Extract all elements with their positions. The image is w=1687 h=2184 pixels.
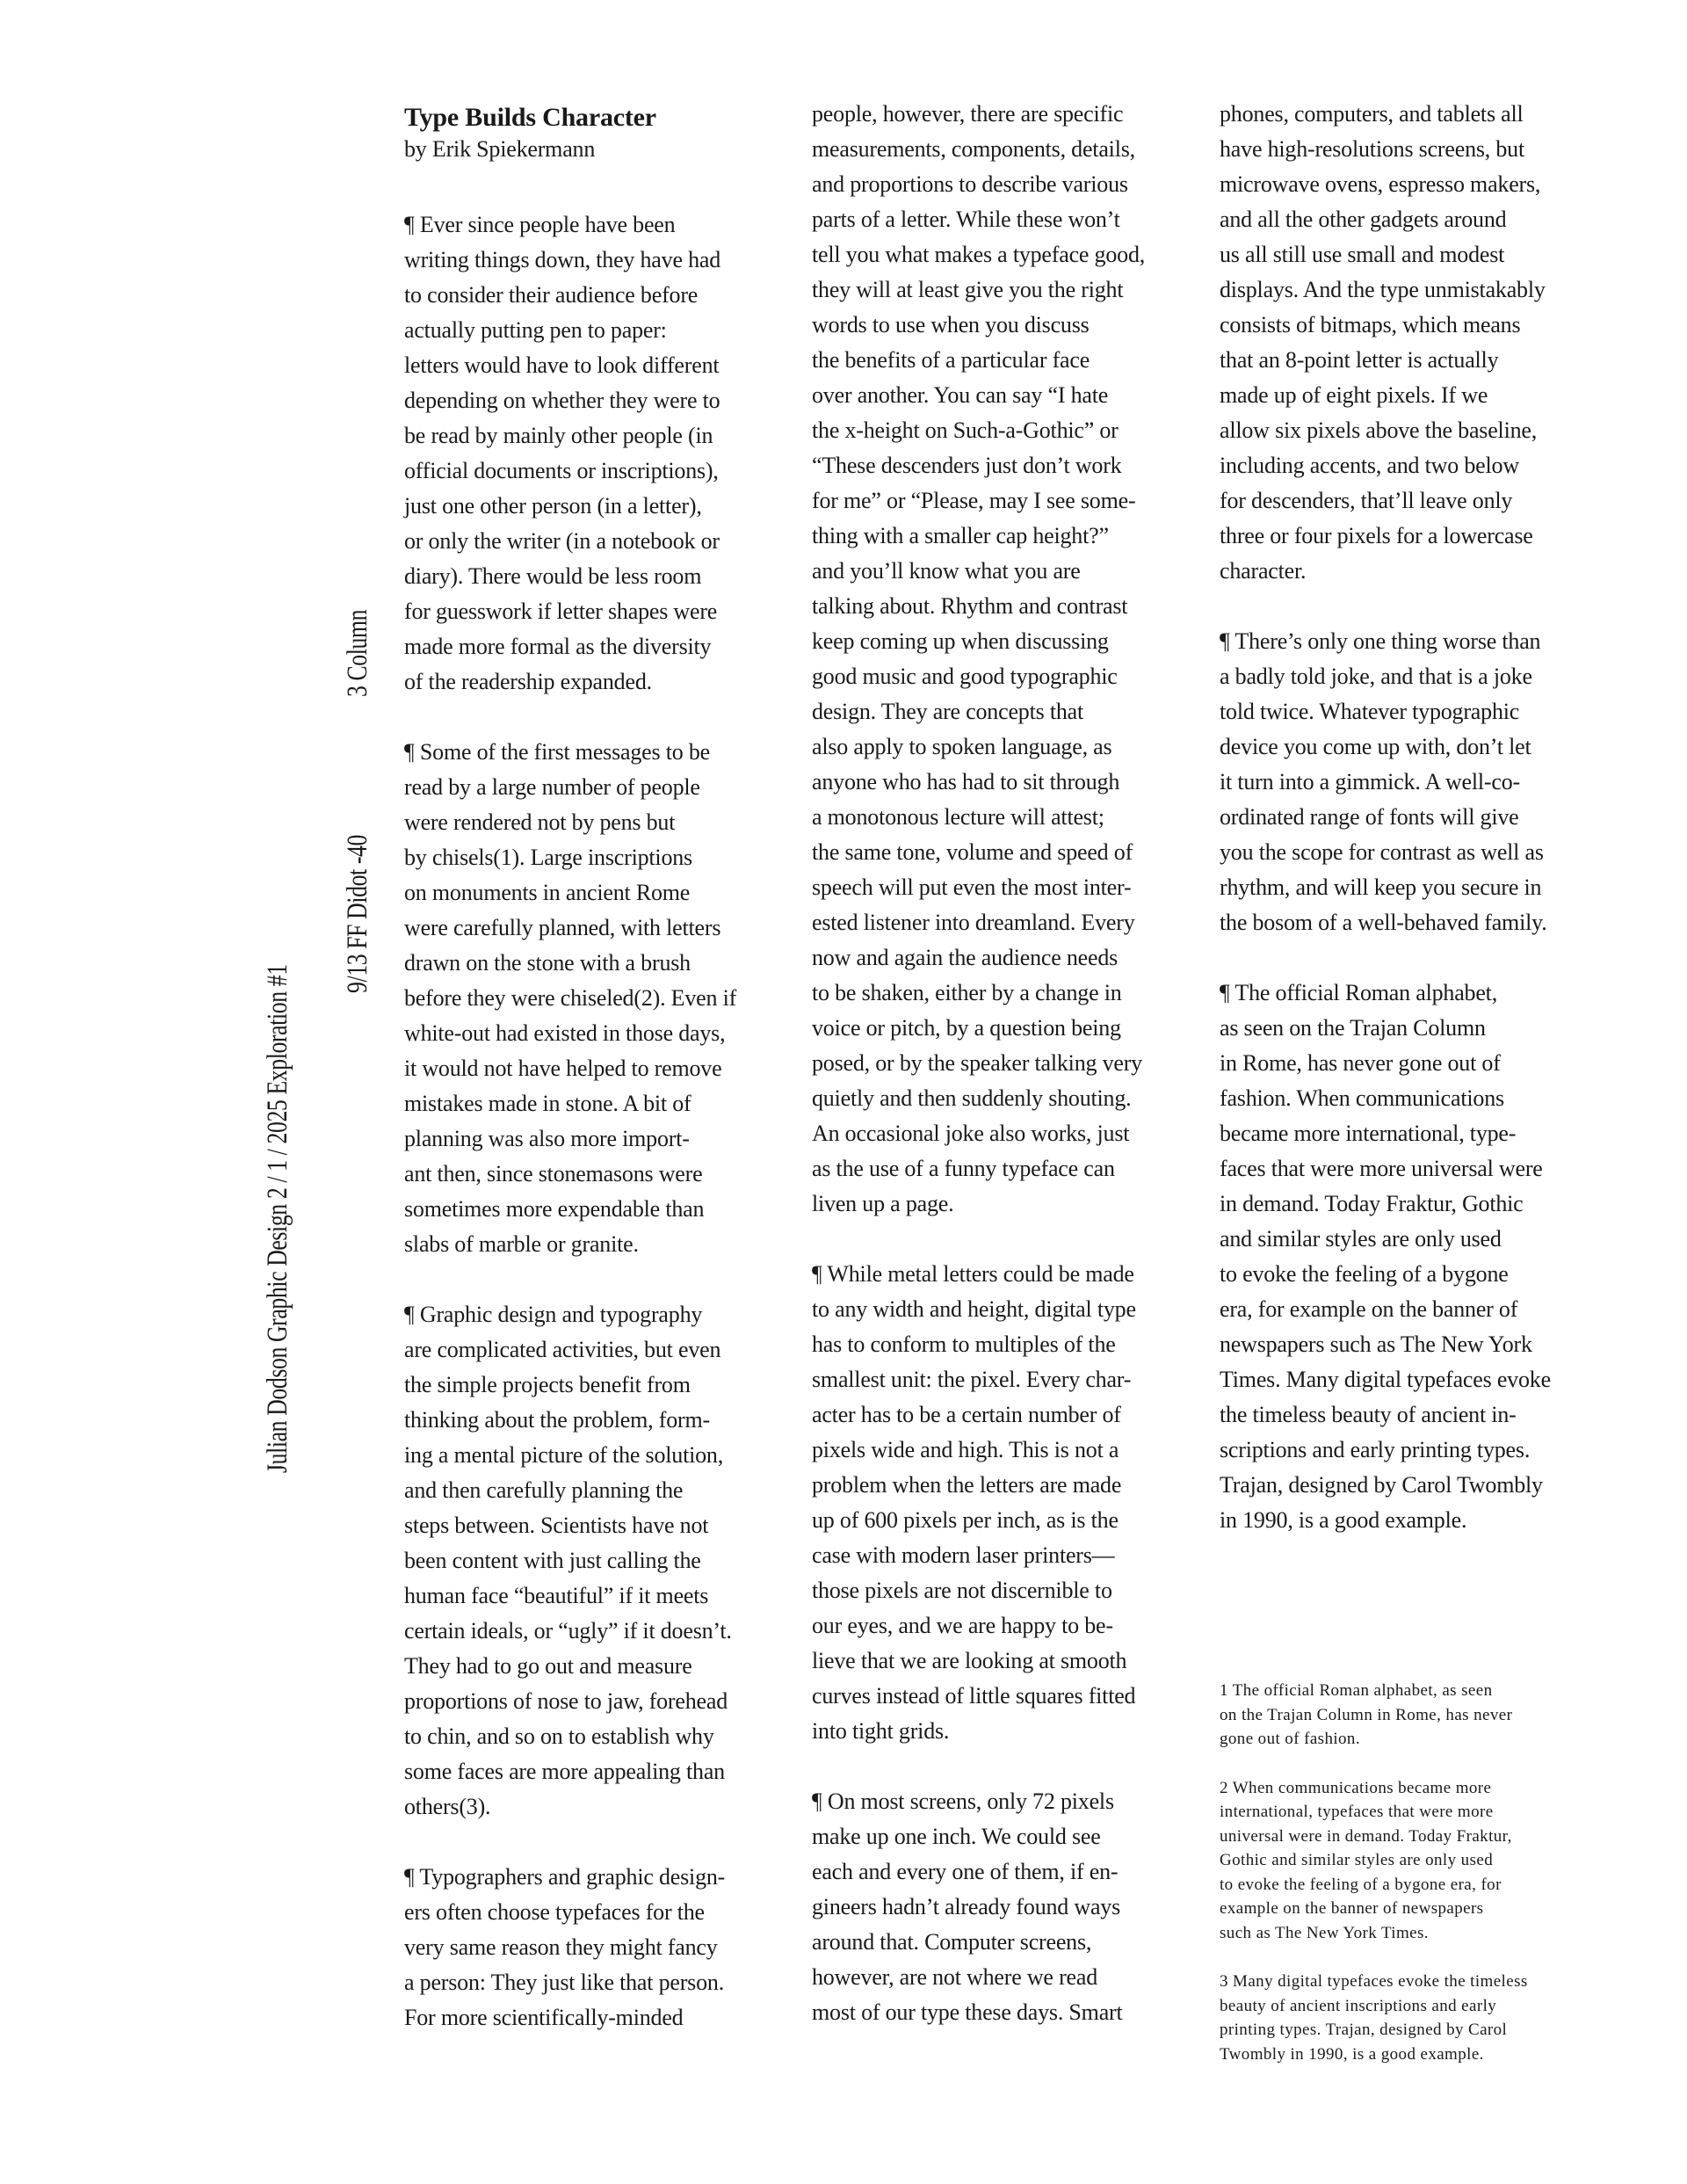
column-body bbox=[404, 207, 791, 2035]
paragraph-gap bbox=[812, 1749, 1198, 1784]
text-line: scriptions and early printing types. bbox=[1220, 1437, 1531, 1462]
text-line: by chisels(1). Large inscriptions bbox=[404, 845, 692, 870]
text-line: over another. You can say “I hate bbox=[812, 382, 1109, 408]
text-line: in 1990, is a good example. bbox=[1220, 1507, 1467, 1533]
footnote-line: printing types. Trajan, designed by Carol bbox=[1220, 2021, 1508, 2039]
text-line: liven up a page. bbox=[812, 1191, 954, 1216]
text-line: to be shaken, either by a change in bbox=[812, 980, 1122, 1005]
footnote-gap bbox=[1220, 1945, 1606, 1970]
footnote-line: 3 Many digital typefaces evoke the timeless bbox=[1220, 1972, 1528, 1991]
text-line: era, for example on the banner of bbox=[1220, 1296, 1518, 1322]
text-line: ¶ The official Roman alphabet, bbox=[1220, 980, 1498, 1005]
footnote-gap bbox=[1220, 1752, 1606, 1776]
text-line: before they were chiseled(2). Even if bbox=[404, 985, 737, 1011]
text-line: ¶ Some of the first messages to be bbox=[404, 739, 710, 765]
text-line: now and again the audience needs bbox=[812, 945, 1119, 970]
text-line: Trajan, designed by Carol Twombly bbox=[1220, 1472, 1543, 1498]
footnote-line: gone out of fashion. bbox=[1220, 1730, 1360, 1748]
text-line: tell you what makes a typeface good, bbox=[812, 242, 1146, 267]
text-line: gineers hadn’t already found ways bbox=[812, 1894, 1121, 1919]
text-line: others(3). bbox=[404, 1794, 491, 1819]
text-line: diary). There would be less room bbox=[404, 563, 702, 589]
text-line: into tight grids. bbox=[812, 1718, 950, 1744]
typeface-spec-label: 9/13 FF Didot -40 bbox=[342, 834, 373, 993]
text-line: ¶ Typographers and graphic design- bbox=[404, 1864, 726, 1890]
footnote-3 bbox=[1220, 1970, 1606, 2066]
text-line: just one other person (in a letter), bbox=[404, 493, 702, 519]
text-line: writing things down, they have had bbox=[404, 247, 721, 272]
text-line: They had to go out and measure bbox=[404, 1653, 692, 1679]
text-line: certain ideals, or “ugly” if it doesn’t. bbox=[404, 1618, 732, 1643]
text-line: it turn into a gimmick. A well-co- bbox=[1220, 769, 1520, 795]
paragraph-gap bbox=[404, 1825, 791, 1860]
text-line: pixels wide and high. This is not a bbox=[812, 1437, 1119, 1462]
text-line: actually putting pen to paper: bbox=[404, 317, 667, 343]
text-line: design. They are concepts that bbox=[812, 699, 1084, 724]
text-line: ¶ Graphic design and typography bbox=[404, 1302, 703, 1327]
text-line: for descenders, that’ll leave only bbox=[1220, 488, 1513, 513]
text-line: newspapers such as The New York bbox=[1220, 1331, 1532, 1357]
text-line: to evoke the feeling of a bygone bbox=[1220, 1261, 1509, 1287]
column-body bbox=[812, 97, 1198, 2030]
text-line: each and every one of them, if en- bbox=[812, 1859, 1119, 1884]
text-line: ant then, since stonemasons were bbox=[404, 1161, 703, 1186]
text-line: thing with a smaller cap height?” bbox=[812, 523, 1109, 548]
text-line: make up one inch. We could see bbox=[812, 1824, 1101, 1849]
text-line: three or four pixels for a lowercase bbox=[1220, 523, 1533, 548]
text-line: phones, computers, and tablets all bbox=[1220, 101, 1524, 127]
article-title: Type Builds Character bbox=[404, 103, 656, 132]
text-line: faces that were more universal were bbox=[1220, 1156, 1543, 1181]
text-line: or only the writer (in a notebook or bbox=[404, 528, 720, 554]
text-line: ¶ While metal letters could be made bbox=[812, 1261, 1134, 1287]
paragraph-gap bbox=[404, 1262, 791, 1297]
text-line: Times. Many digital typefaces evoke bbox=[1220, 1367, 1551, 1392]
text-line: microwave ovens, espresso makers, bbox=[1220, 171, 1541, 197]
text-line: up of 600 pixels per inch, as is the bbox=[812, 1507, 1119, 1533]
text-line: in Rome, has never gone out of bbox=[1220, 1050, 1501, 1076]
text-line: slabs of marble or granite. bbox=[404, 1231, 639, 1257]
footnote-line: universal were in demand. Today Fraktur, bbox=[1220, 1826, 1512, 1846]
text-line: mistakes made in stone. A bit of bbox=[404, 1091, 691, 1116]
text-line: has to conform to multiples of the bbox=[812, 1331, 1116, 1357]
text-line: good music and good typographic bbox=[812, 664, 1118, 689]
text-line: letters would have to look different bbox=[404, 352, 720, 378]
footnote-line: on the Trajan Column in Rome, has never bbox=[1220, 1705, 1513, 1724]
text-line: ¶ On most screens, only 72 pixels bbox=[812, 1789, 1114, 1814]
text-line: you the scope for contrast as well as bbox=[1220, 839, 1544, 865]
text-line: “These descenders just don’t work bbox=[812, 453, 1122, 478]
text-line: as the use of a funny typeface can bbox=[812, 1156, 1115, 1181]
text-line: and then carefully planning the bbox=[404, 1477, 684, 1503]
text-line: planning was also more import- bbox=[404, 1126, 690, 1151]
text-line: also apply to spoken language, as bbox=[812, 734, 1112, 759]
footnote-line: Twombly in 1990, is a good example. bbox=[1220, 2044, 1484, 2064]
text-line: to chin, and so on to establish why bbox=[404, 1723, 714, 1749]
text-line: keep coming up when discussing bbox=[812, 628, 1109, 654]
text-line: official documents or inscriptions), bbox=[404, 458, 719, 483]
text-line: and you’ll know what you are bbox=[812, 558, 1081, 584]
text-line: were carefully planned, with letters bbox=[404, 915, 721, 940]
text-line: character. bbox=[1220, 558, 1307, 584]
text-line: the same tone, volume and speed of bbox=[812, 839, 1133, 865]
text-line: were rendered not by pens but bbox=[404, 809, 676, 835]
footnotes bbox=[1220, 1679, 1606, 2066]
text-line: they will at least give you the right bbox=[812, 277, 1124, 302]
text-line: drawn on the stone with a brush bbox=[404, 950, 691, 976]
text-line: ordinated range of fonts will give bbox=[1220, 804, 1519, 830]
text-line: ¶ Ever since people have been bbox=[404, 212, 676, 237]
text-line: fashion. When communications bbox=[1220, 1085, 1504, 1111]
text-line: those pixels are not discernible to bbox=[812, 1578, 1112, 1603]
paragraph-gap bbox=[812, 1222, 1198, 1257]
text-line: words to use when you discuss bbox=[812, 312, 1090, 337]
text-line: told twice. Whatever typographic bbox=[1220, 699, 1520, 724]
footnotes-body bbox=[1220, 1679, 1606, 2066]
text-line: human face “beautiful” if it meets bbox=[404, 1583, 709, 1608]
text-line: our eyes, and we are happy to be- bbox=[812, 1613, 1113, 1638]
text-line: rhythm, and will keep you secure in bbox=[1220, 874, 1542, 900]
text-line: made up of eight pixels. If we bbox=[1220, 382, 1488, 408]
text-line: been content with just calling the bbox=[404, 1548, 701, 1573]
text-line: the benefits of a particular face bbox=[812, 347, 1090, 373]
text-line: people, however, there are specific bbox=[812, 101, 1124, 127]
text-line: to any width and height, digital type bbox=[812, 1296, 1136, 1322]
text-line: be read by mainly other people (in bbox=[404, 423, 713, 448]
text-line: to consider their audience before bbox=[404, 282, 699, 308]
text-line: proportions of nose to jaw, forehead bbox=[404, 1688, 728, 1714]
text-line: ested listener into dreamland. Every bbox=[812, 910, 1135, 935]
text-line: posed, or by the speaker talking very bbox=[812, 1050, 1142, 1076]
column-body bbox=[1220, 97, 1606, 1538]
text-line: and all the other gadgets around bbox=[1220, 207, 1507, 232]
text-line: allow six pixels above the baseline, bbox=[1220, 417, 1538, 443]
text-line: quietly and then suddenly shouting. bbox=[812, 1085, 1132, 1111]
text-line: became more international, type- bbox=[1220, 1121, 1517, 1146]
text-column-1 bbox=[404, 100, 791, 2035]
text-line: it would not have helped to remove bbox=[404, 1056, 722, 1081]
course-label: Julian Dodson Graphic Design 2 / 1 / 2025 Exploration #1 bbox=[262, 964, 293, 1473]
text-line: curves instead of little squares fitted bbox=[812, 1683, 1136, 1709]
text-line: the bosom of a well-behaved family. bbox=[1220, 910, 1547, 935]
text-line: and proportions to describe various bbox=[812, 171, 1128, 197]
text-line: acter has to be a certain number of bbox=[812, 1402, 1121, 1427]
paragraph-gap bbox=[1220, 940, 1606, 976]
text-line: lieve that we are looking at smooth bbox=[812, 1648, 1127, 1673]
text-line: around that. Computer screens, bbox=[812, 1929, 1092, 1955]
text-line: for me” or “Please, may I see some- bbox=[812, 488, 1136, 513]
layout-label: 3 Column bbox=[342, 609, 373, 697]
text-line: steps between. Scientists have not bbox=[404, 1513, 709, 1538]
text-line: case with modern laser printers— bbox=[812, 1542, 1115, 1568]
footnote-line: example on the banner of newspapers bbox=[1220, 1899, 1484, 1918]
footnote-line: Gothic and similar styles are only used bbox=[1220, 1851, 1494, 1869]
text-line: anyone who has had to sit through bbox=[812, 769, 1120, 795]
text-line: of the readership expanded. bbox=[404, 669, 652, 694]
text-line: ers often choose typefaces for the bbox=[404, 1899, 705, 1925]
text-line: as seen on the Trajan Column bbox=[1220, 1015, 1486, 1041]
text-line: including accents, and two below bbox=[1220, 453, 1519, 478]
footnote-line: to evoke the feeling of a bygone era, for bbox=[1220, 1875, 1502, 1894]
text-line: displays. And the type unmistakably bbox=[1220, 277, 1546, 302]
paragraph-gap bbox=[404, 700, 791, 735]
text-line: smallest unit: the pixel. Every char- bbox=[812, 1367, 1132, 1392]
text-line: a monotonous lecture will attest; bbox=[812, 804, 1104, 830]
article-byline: by Erik Spiekermann bbox=[404, 136, 596, 162]
text-line: For more scientifically-minded bbox=[404, 2005, 684, 2030]
text-line: measurements, components, details, bbox=[812, 136, 1135, 162]
footnote-line: international, typefaces that were more bbox=[1220, 1803, 1494, 1821]
text-line: have high-resolutions screens, but bbox=[1220, 136, 1525, 162]
text-line: however, are not where we read bbox=[812, 1964, 1098, 1990]
footnote-1 bbox=[1220, 1679, 1606, 1752]
text-line: a person: They just like that person. bbox=[404, 1970, 724, 1995]
text-line: read by a large number of people bbox=[404, 774, 700, 800]
footnote-line: beauty of ancient inscriptions and early bbox=[1220, 1996, 1497, 2015]
text-line: the simple projects benefit from bbox=[404, 1372, 691, 1397]
text-line: ¶ There’s only one thing worse than bbox=[1220, 628, 1541, 654]
text-column-2 bbox=[812, 97, 1198, 2030]
text-line: made more formal as the diversity bbox=[404, 634, 712, 659]
text-line: parts of a letter. While these won’t bbox=[812, 207, 1120, 232]
text-line: very same reason they might fancy bbox=[404, 1934, 718, 1960]
footnote-line: such as The New York Times. bbox=[1220, 1923, 1429, 1942]
footnote-line: 2 When communications became more bbox=[1220, 1778, 1492, 1797]
text-line: depending on whether they were to bbox=[404, 388, 720, 413]
text-line: consists of bitmaps, which means bbox=[1220, 312, 1521, 337]
text-line: that an 8-point letter is actually bbox=[1220, 347, 1499, 373]
text-line: voice or pitch, by a question being bbox=[812, 1015, 1121, 1041]
text-line: the x-height on Such-a-Gothic” or bbox=[812, 417, 1119, 443]
footnote-line: 1 The official Roman alphabet, as seen bbox=[1220, 1681, 1493, 1700]
text-line: thinking about the problem, form- bbox=[404, 1407, 710, 1433]
text-line: speech will put even the most inter- bbox=[812, 874, 1132, 900]
text-line: sometimes more expendable than bbox=[404, 1196, 705, 1222]
text-line: talking about. Rhythm and contrast bbox=[812, 593, 1128, 619]
text-line: device you come up with, don’t let bbox=[1220, 734, 1531, 759]
text-line: us all still use small and modest bbox=[1220, 242, 1505, 267]
text-line: a badly told joke, and that is a joke bbox=[1220, 664, 1532, 689]
text-line: ing a mental picture of the solution, bbox=[404, 1442, 724, 1468]
text-column-3 bbox=[1220, 97, 1606, 1538]
text-line: on monuments in ancient Rome bbox=[404, 880, 691, 905]
text-line: An occasional joke also works, just bbox=[812, 1121, 1130, 1146]
text-line: in demand. Today Fraktur, Gothic bbox=[1220, 1191, 1524, 1216]
text-line: white-out had existed in those days, bbox=[404, 1020, 726, 1046]
text-line: for guesswork if letter shapes were bbox=[404, 599, 718, 624]
paragraph-gap bbox=[1220, 589, 1606, 624]
text-line: and similar styles are only used bbox=[1220, 1226, 1502, 1252]
text-line: most of our type these days. Smart bbox=[812, 1999, 1123, 2025]
text-line: the timeless beauty of ancient in- bbox=[1220, 1402, 1517, 1427]
text-line: some faces are more appealing than bbox=[404, 1759, 725, 1784]
text-line: are complicated activities, but even bbox=[404, 1337, 721, 1362]
text-line: problem when the letters are made bbox=[812, 1472, 1122, 1498]
footnote-2 bbox=[1220, 1776, 1606, 1946]
